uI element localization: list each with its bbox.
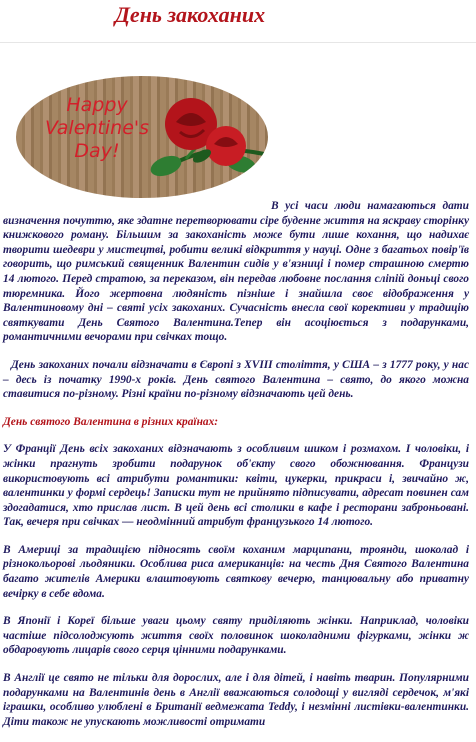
paragraph-history: День закоханих почали відзначати в Європі з XVIII століття, у США – з 1777 року, у нас – десь із початку 1990-х років. День святого Валентина – свято, до якого можна ставитися по-різному. Різні країни по-різному відзначають цей день. xyxy=(3,358,469,401)
valentine-card-image xyxy=(16,76,268,198)
paragraph-america: В Америці за традицією підносять своїм коханим марципани, троянди, шоколад і різнокольорові льодяники. Особлива риса американців: на честь Дня Святого Валентина багато жителів Америки влаштовують святкову вечерю, танцювальну або приватну вечірку в себе вдома. xyxy=(3,543,469,600)
article-body xyxy=(3,199,469,742)
page-title: День закоханих xyxy=(114,2,266,27)
card-line-happy: Happy xyxy=(66,94,128,116)
section-heading: День святого Валентина в різних країнах: xyxy=(3,415,219,428)
paragraph-england: В Англії це свято не тільки для дорослих, але і для дітей, і навіть тварин. Популярними подарунками на Валентинів день в Англії вважаються солодощі у вигляді сердечок, м'які іграшки, особливо улюблені в Британії ведмежата Teddy, і незмінні листівки-валентинки. Діти також не упускають можливості отримати xyxy=(3,672,469,728)
card-greeting xyxy=(42,94,152,163)
paragraph-japan-korea: В Японії і Кореї більше уваги цьому святу приділяють жінки. Наприклад, чоловіки частіше підсолоджують життя своїх половинок шоколадними фігурками, жінки ж обдаровують лицарів свого серця цінними подарунками. xyxy=(3,615,469,657)
divider xyxy=(0,42,476,43)
roses-icon xyxy=(146,84,266,194)
card-line-valentines: Valentine's xyxy=(44,117,150,139)
card-line-day: Day! xyxy=(74,140,120,162)
paragraph-intro: В усі часи люди намагаються дати визначення почуттю, яке здатне перетворювати сіре буденне життя на яскраву сторінку книжкового роману. Більшим за закоханість може бути лише кохання, що надихає творити шедеври у мистецтві, робити великі відкриття у науці. Одне з багатьох повір'їв говорить, що римський священник Валентин сидів у в'язниці і помер страшною смертю 14 лютого. Перед стратою, за переказом, він передав любовне послання сліпій доньці свого тюремника. Його жертовна людяність пізніше і знайшла своє відображення у Валентиновому дні – святі усіх закоханих. Сучасність внесла свої корективи у традицію святкувати День Святого Валентина.Тепер він асоціюється з подарунками, романтичними вечорами при свічках тощо. xyxy=(3,200,469,344)
paragraph-france: У Франції День всіх закоханих відзначають з особливим шиком і розмахом. І чоловіки, і жінки прагнуть зробити подарунок об'єкту свого обожнювання. Французи використовують всі атрибути романтики: квіти, цукерки, прикраси і, звичайно ж, валентинки у формі сердець! Записки тут не прийнято підписувати, адресат повинен сам здогадатися, хто прислав лист. В цей день всі столики в кафе і ресторани заброньовані. Так, вечеря при свічках — неодмінний атрибут французького 14 лютого. xyxy=(3,443,469,529)
